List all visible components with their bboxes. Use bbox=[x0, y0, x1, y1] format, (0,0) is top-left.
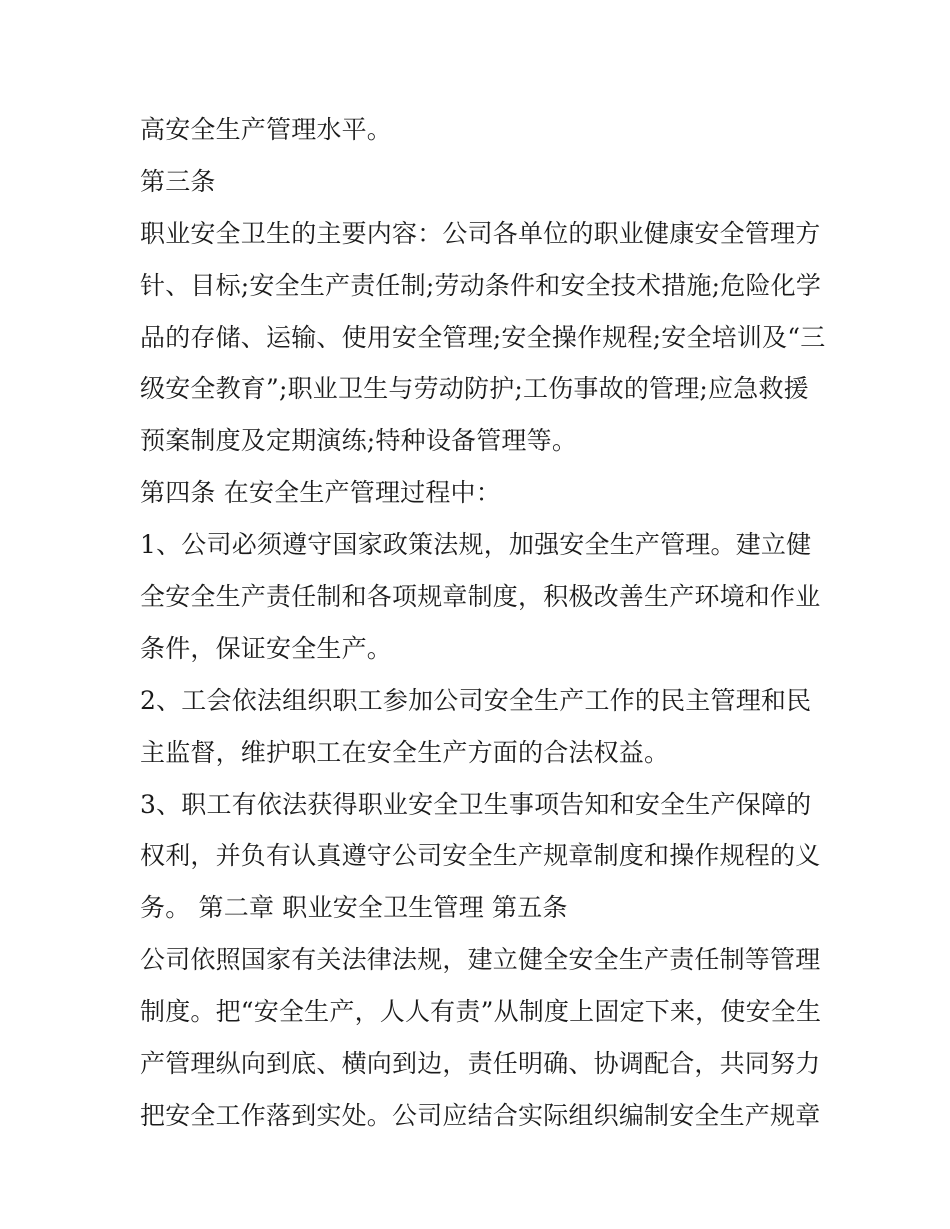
text-line-1: 高安全生产管理水平。 bbox=[140, 115, 393, 144]
text-line-10: 全安全生产责任制和各项规章制度，积极改善生产环境和作业 bbox=[140, 582, 821, 612]
text-line-11: 条件，保证安全生产。 bbox=[140, 633, 393, 663]
article-4-heading: 第四条 在安全生产管理过程中： bbox=[140, 478, 501, 508]
text-line-3: 职业安全卫生的主要内容：公司各单位的职业健康安全管理方 bbox=[140, 218, 821, 248]
text-line-14: 3、职工有依法获得职业安全卫生事项告知和安全生产保障的 bbox=[140, 789, 812, 819]
text-line-15: 权利，并负有认真遵守公司安全生产规章制度和操作规程的义 bbox=[140, 841, 821, 871]
text-line-13: 主监督，维护职工在安全生产方面的合法权益。 bbox=[140, 737, 670, 767]
text-line-19: 产管理纵向到底、横向到边，责任明确、协调配合，共同努力 bbox=[140, 1049, 821, 1079]
text-line-7: 预案制度及定期演练;特种设备管理等。 bbox=[140, 426, 578, 456]
chapter-2-heading-line: 务。 第二章 职业安全卫生管理 第五条 bbox=[140, 893, 568, 923]
text-line-4: 针、目标;安全生产责任制;劳动条件和安全技术措施;危险化学 bbox=[140, 270, 822, 300]
text-line-9: 1、公司必须遵守国家政策法规，加强安全生产管理。建立健 bbox=[140, 530, 812, 560]
text-line-12: 2、工会依法组织职工参加公司安全生产工作的民主管理和民 bbox=[140, 685, 812, 715]
text-line-18: 制度。把“安全生产，人人有责”从制度上固定下来，使安全生 bbox=[140, 997, 822, 1027]
text-line-6: 级安全教育”;职业卫生与劳动防护;工伤事故的管理;应急救援 bbox=[140, 374, 809, 404]
text-line-20: 把安全工作落到实处。公司应结合实际组织编制安全生产规章 bbox=[140, 1100, 821, 1130]
document-body bbox=[140, 104, 826, 1142]
text-line-5: 品的存储、运输、使用安全管理;安全操作规程;安全培训及“三 bbox=[140, 322, 826, 352]
article-3-heading: 第三条 bbox=[140, 166, 216, 196]
text-line-17: 公司依照国家有关法律法规，建立健全安全生产责任制等管理 bbox=[140, 945, 821, 975]
